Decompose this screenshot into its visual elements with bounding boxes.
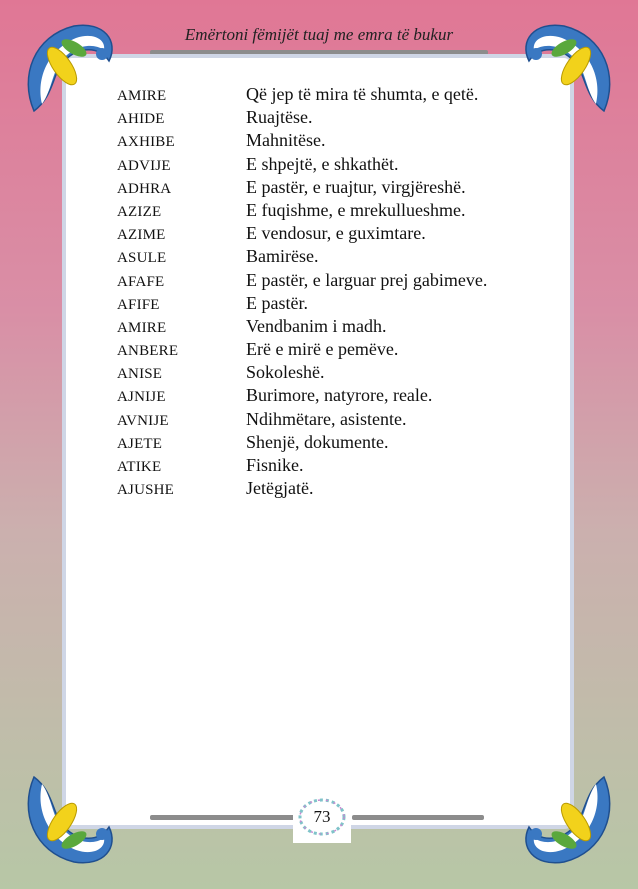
corner-ornament-icon <box>14 762 124 872</box>
list-item <box>117 84 537 107</box>
corner-ornament-icon <box>14 16 124 126</box>
bottom-divider-bar-right <box>352 815 484 820</box>
meaning-text: E pastër, e larguar prej gabimeve. <box>246 269 488 290</box>
meaning-text: Fisnike. <box>246 455 304 475</box>
meaning-text: Burimore, natyrore, reale. <box>246 385 433 406</box>
list-item <box>117 339 537 362</box>
list-item <box>117 223 537 246</box>
meaning-text: Që jep të mira të shumta, e qetë. <box>246 84 479 104</box>
name-label: AZIZE <box>117 203 162 220</box>
meaning-text: E vendosur, e guximtare. <box>246 223 426 244</box>
name-label: ASULE <box>117 250 167 267</box>
meaning-text: Sokoleshë. <box>246 362 325 383</box>
list-item <box>117 200 537 223</box>
list-item <box>117 432 537 455</box>
name-label: ATIKE <box>117 459 162 475</box>
name-label: AMIRE <box>117 319 167 336</box>
list-item <box>117 409 537 432</box>
list-item <box>117 385 537 408</box>
name-label: AFIFE <box>117 296 160 313</box>
meaning-text: E pastër, e ruajtur, virgjëreshë. <box>246 176 466 197</box>
meaning-text: Erë e mirë e pemëve. <box>246 339 399 360</box>
name-label: AJUSHE <box>117 482 175 499</box>
name-label: AFAFE <box>117 273 165 290</box>
bottom-divider-bar-left <box>150 815 298 820</box>
meaning-text: E pastër. <box>246 292 308 313</box>
header-title: Emërtoni fëmijët tuaj me emra të bukur <box>184 25 454 44</box>
list-item <box>117 362 537 385</box>
name-label: AVNIJE <box>117 412 169 429</box>
meaning-text: Ndihmëtare, asistente. <box>246 408 407 429</box>
name-label: ADVIJE <box>117 157 171 174</box>
name-label: AZIME <box>117 227 166 244</box>
list-item <box>117 154 537 177</box>
meaning-text: Bamirëse. <box>246 246 319 267</box>
list-item <box>117 293 537 316</box>
name-label: AJETE <box>117 435 163 452</box>
meaning-text: Jetëgjatë. <box>246 478 314 499</box>
list-item <box>117 107 537 130</box>
name-label: AHIDE <box>117 111 165 128</box>
meaning-text: Mahnitëse. <box>246 130 326 151</box>
list-item <box>117 455 537 478</box>
name-label: ANBERE <box>117 343 179 360</box>
list-item <box>117 130 537 153</box>
meaning-text: E fuqishme, e mrekullueshme. <box>246 199 466 220</box>
name-meaning-list <box>117 84 537 501</box>
list-item <box>117 478 537 501</box>
list-item <box>117 177 537 200</box>
name-label: AMIRE <box>117 88 167 104</box>
list-item <box>117 316 537 339</box>
list-item <box>117 270 537 293</box>
meaning-text: Shenjë, dokumente. <box>246 431 389 452</box>
page-number: 73 <box>313 807 331 826</box>
list-item <box>117 246 537 269</box>
meaning-text: Ruajtëse. <box>246 107 313 128</box>
name-label: AJNIJE <box>117 389 166 406</box>
name-label: AXHIBE <box>117 134 175 151</box>
meaning-text: E shpejtë, e shkathët. <box>246 153 399 174</box>
meaning-text: Vendbanim i madh. <box>246 315 387 336</box>
corner-ornament-icon <box>514 762 624 872</box>
name-label: ADHRA <box>117 180 172 197</box>
name-label: ANISE <box>117 366 163 383</box>
page-number-badge <box>293 793 351 843</box>
